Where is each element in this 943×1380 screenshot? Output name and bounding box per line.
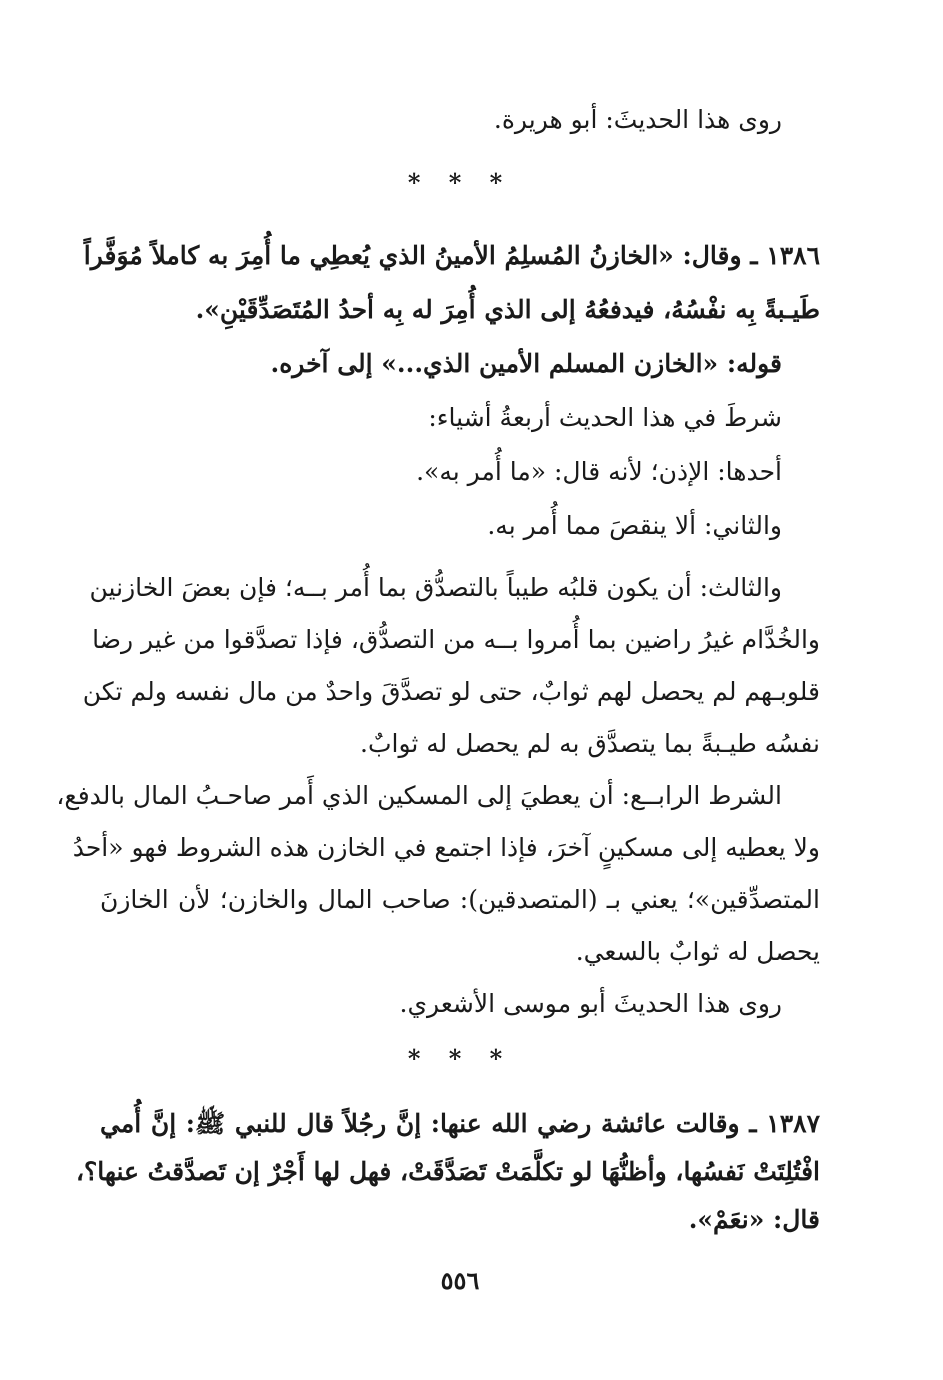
condition-2: والثاني: ألا ينقصَ مما أُمر به. <box>487 511 782 540</box>
hadith-1386-line-2: طَيـبةً بِه نفْسُهُ، فيدفعُهُ إلى الذي أُمِرَ له بِه أحدُ المُتَصَدِّقَيْنِ». <box>195 295 820 324</box>
commentary-line: شرطَ في هذا الحديث أربعةُ أشياء: <box>428 403 782 432</box>
book-page <box>56 0 820 1380</box>
condition-3-line-3: قلوبـهم لم يحصل لهم ثوابٌ، حتى لو تصدَّقَ واحدٌ من مال نفسه ولم تكن <box>82 677 820 706</box>
narrator-note-1386-prev: روى هذا الحديثَ: أبو هريرة. <box>493 105 782 134</box>
section-separator-2: * * * <box>407 1044 513 1073</box>
condition-3-line-2: والخُدَّام غيرُ راضين بما أُمروا بــه من التصدُّق، فإذا تصدَّقوا من غير رضا <box>92 625 820 654</box>
condition-3-line-4: نفسُه طيـبةً بما يتصدَّق به لم يحصل له ثوابٌ. <box>360 729 820 758</box>
narrator-note-1386: روى هذا الحديثَ أبو موسى الأشعري. <box>399 989 782 1018</box>
condition-4-line-4: يحصل له ثوابٌ بالسعي. <box>575 937 820 966</box>
commentary-heading <box>100 344 820 384</box>
hadith-1387-line-1: ١٣٨٧ ـ وقالت عائشة رضي الله عنها: إنَّ رجُلاً قال للنبي ﷺ: إنَّ أُمي <box>100 1109 820 1138</box>
page-number: ٥٥٦ <box>440 1266 480 1295</box>
condition-3-line-1: والثالث: أن يكون قلبُه طيباً بالتصدُّق بما أُمر بــه؛ فإن بعضَ الخازنين <box>89 573 782 602</box>
hadith-1387-line-3: قال: «نعَمْ». <box>688 1205 820 1234</box>
hadith-1387-line-2: افْتُلِتَتْ نَفسُها، وأظنُّهَا لو تكلَّمَتْ تَصَدَّقَتْ، فهل لها أَجْرٌ إن تَصدَّقتُ عنها؟، <box>75 1157 820 1186</box>
condition-1: أحدها: الإذن؛ لأنه قال: «ما أُمر به». <box>416 457 782 486</box>
section-separator: * * * <box>407 168 513 197</box>
condition-4-line-3: المتصدِّقين»؛ يعني بـ (المتصدقين): صاحب المال والخازن؛ لأن الخازنَ <box>100 885 820 914</box>
condition-4-line-2: ولا يعطيه إلى مسكينٍ آخرَ، فإذا اجتمع في الخازن هذه الشروط فهو «أحدُ <box>72 833 820 862</box>
commentary-quote: قوله: «الخازن المسلم الأمين الذي...» إلى آخره. <box>270 349 782 378</box>
hadith-1386-line-1: ١٣٨٦ ـ وقال: «الخازنُ المُسلِمُ الأمينُ الذي يُعطِي ما أُمِرَ به كاملاً مُوَفَّراً <box>83 241 820 270</box>
condition-4-line-1: الشرط الرابــع: أن يعطيَ إلى المسكين الذي أَمر صاحـبُ المال بالدفع، <box>56 781 782 810</box>
